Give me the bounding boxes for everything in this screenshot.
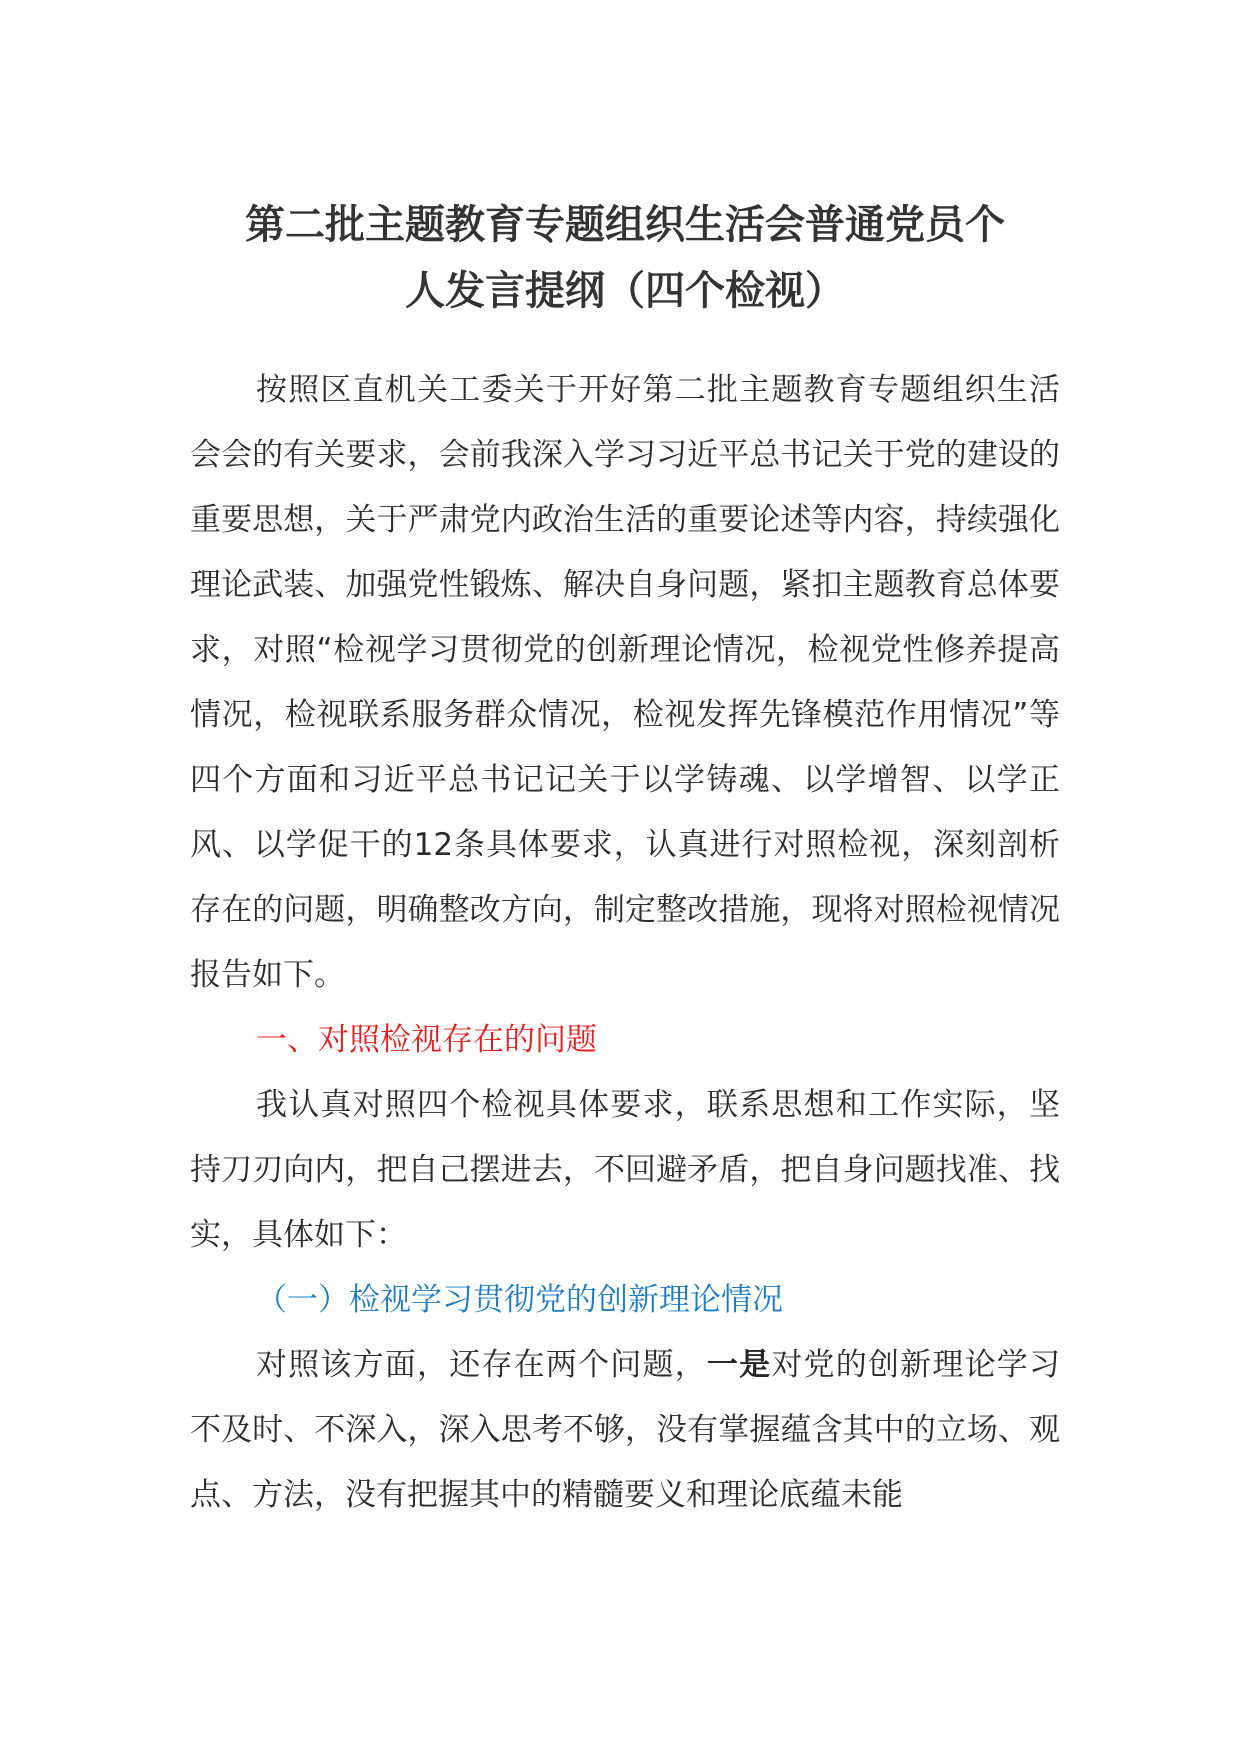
subsection-1-bold-marker: 一是 xyxy=(706,1347,772,1383)
section-heading-1: 一、对照检视存在的问题 xyxy=(256,1022,597,1058)
section-1-paragraph: 我认真对照四个检视具体要求，联系思想和工作实际，坚持刀刃向内，把自己摆进去，不回避矛盾，把自身问题找准、找实，具体如下： xyxy=(190,1087,1060,1253)
subsection-1-text-rest: 对党的创新理论学习不及时、不深入，深入思考不够，没有掌握蕴含其中的立场、观点、方法，没有把握其中的精髓要义和理论底蕴未能 xyxy=(190,1347,1061,1513)
intro-paragraph: 按照区直机关工委关于开好第二批主题教育专题组织生活会会的有关要求，会前我深入学习习近平总书记关于党的建设的重要思想，关于严肃党内政治生活的重要论述等内容，持续强化理论武装、加强党性锻炼、解决自身问题，紧扣主题教育总体要求，对照“检视学习贯彻党的创新理论情况，检视党性修养提高情况，检视联系服务群众情况，检视发挥先锋模范作用情况”等四个方面和习近平总书记记关于以学铸魂、以学增智、以学正风、以学促干的12条具体要求，认真进行对照检视，深刻剖析存在的问题，明确整改方向，制定整改措施，现将对照检视情况报告如下。 xyxy=(190,372,1060,993)
subsection-1-paragraph xyxy=(190,1333,1060,1528)
subsection-heading-1: （一）检视学习贯彻党的创新理论情况 xyxy=(256,1282,783,1318)
title-line-1: 第二批主题教育专题组织生活会普通党员个 xyxy=(245,202,1005,248)
document-title xyxy=(190,192,1060,324)
title-line-2: 人发言提纲（四个检视） xyxy=(405,268,845,314)
document-body xyxy=(190,192,1060,1528)
subsection-1-text-start: 对照该方面，还存在两个问题， xyxy=(256,1347,707,1383)
